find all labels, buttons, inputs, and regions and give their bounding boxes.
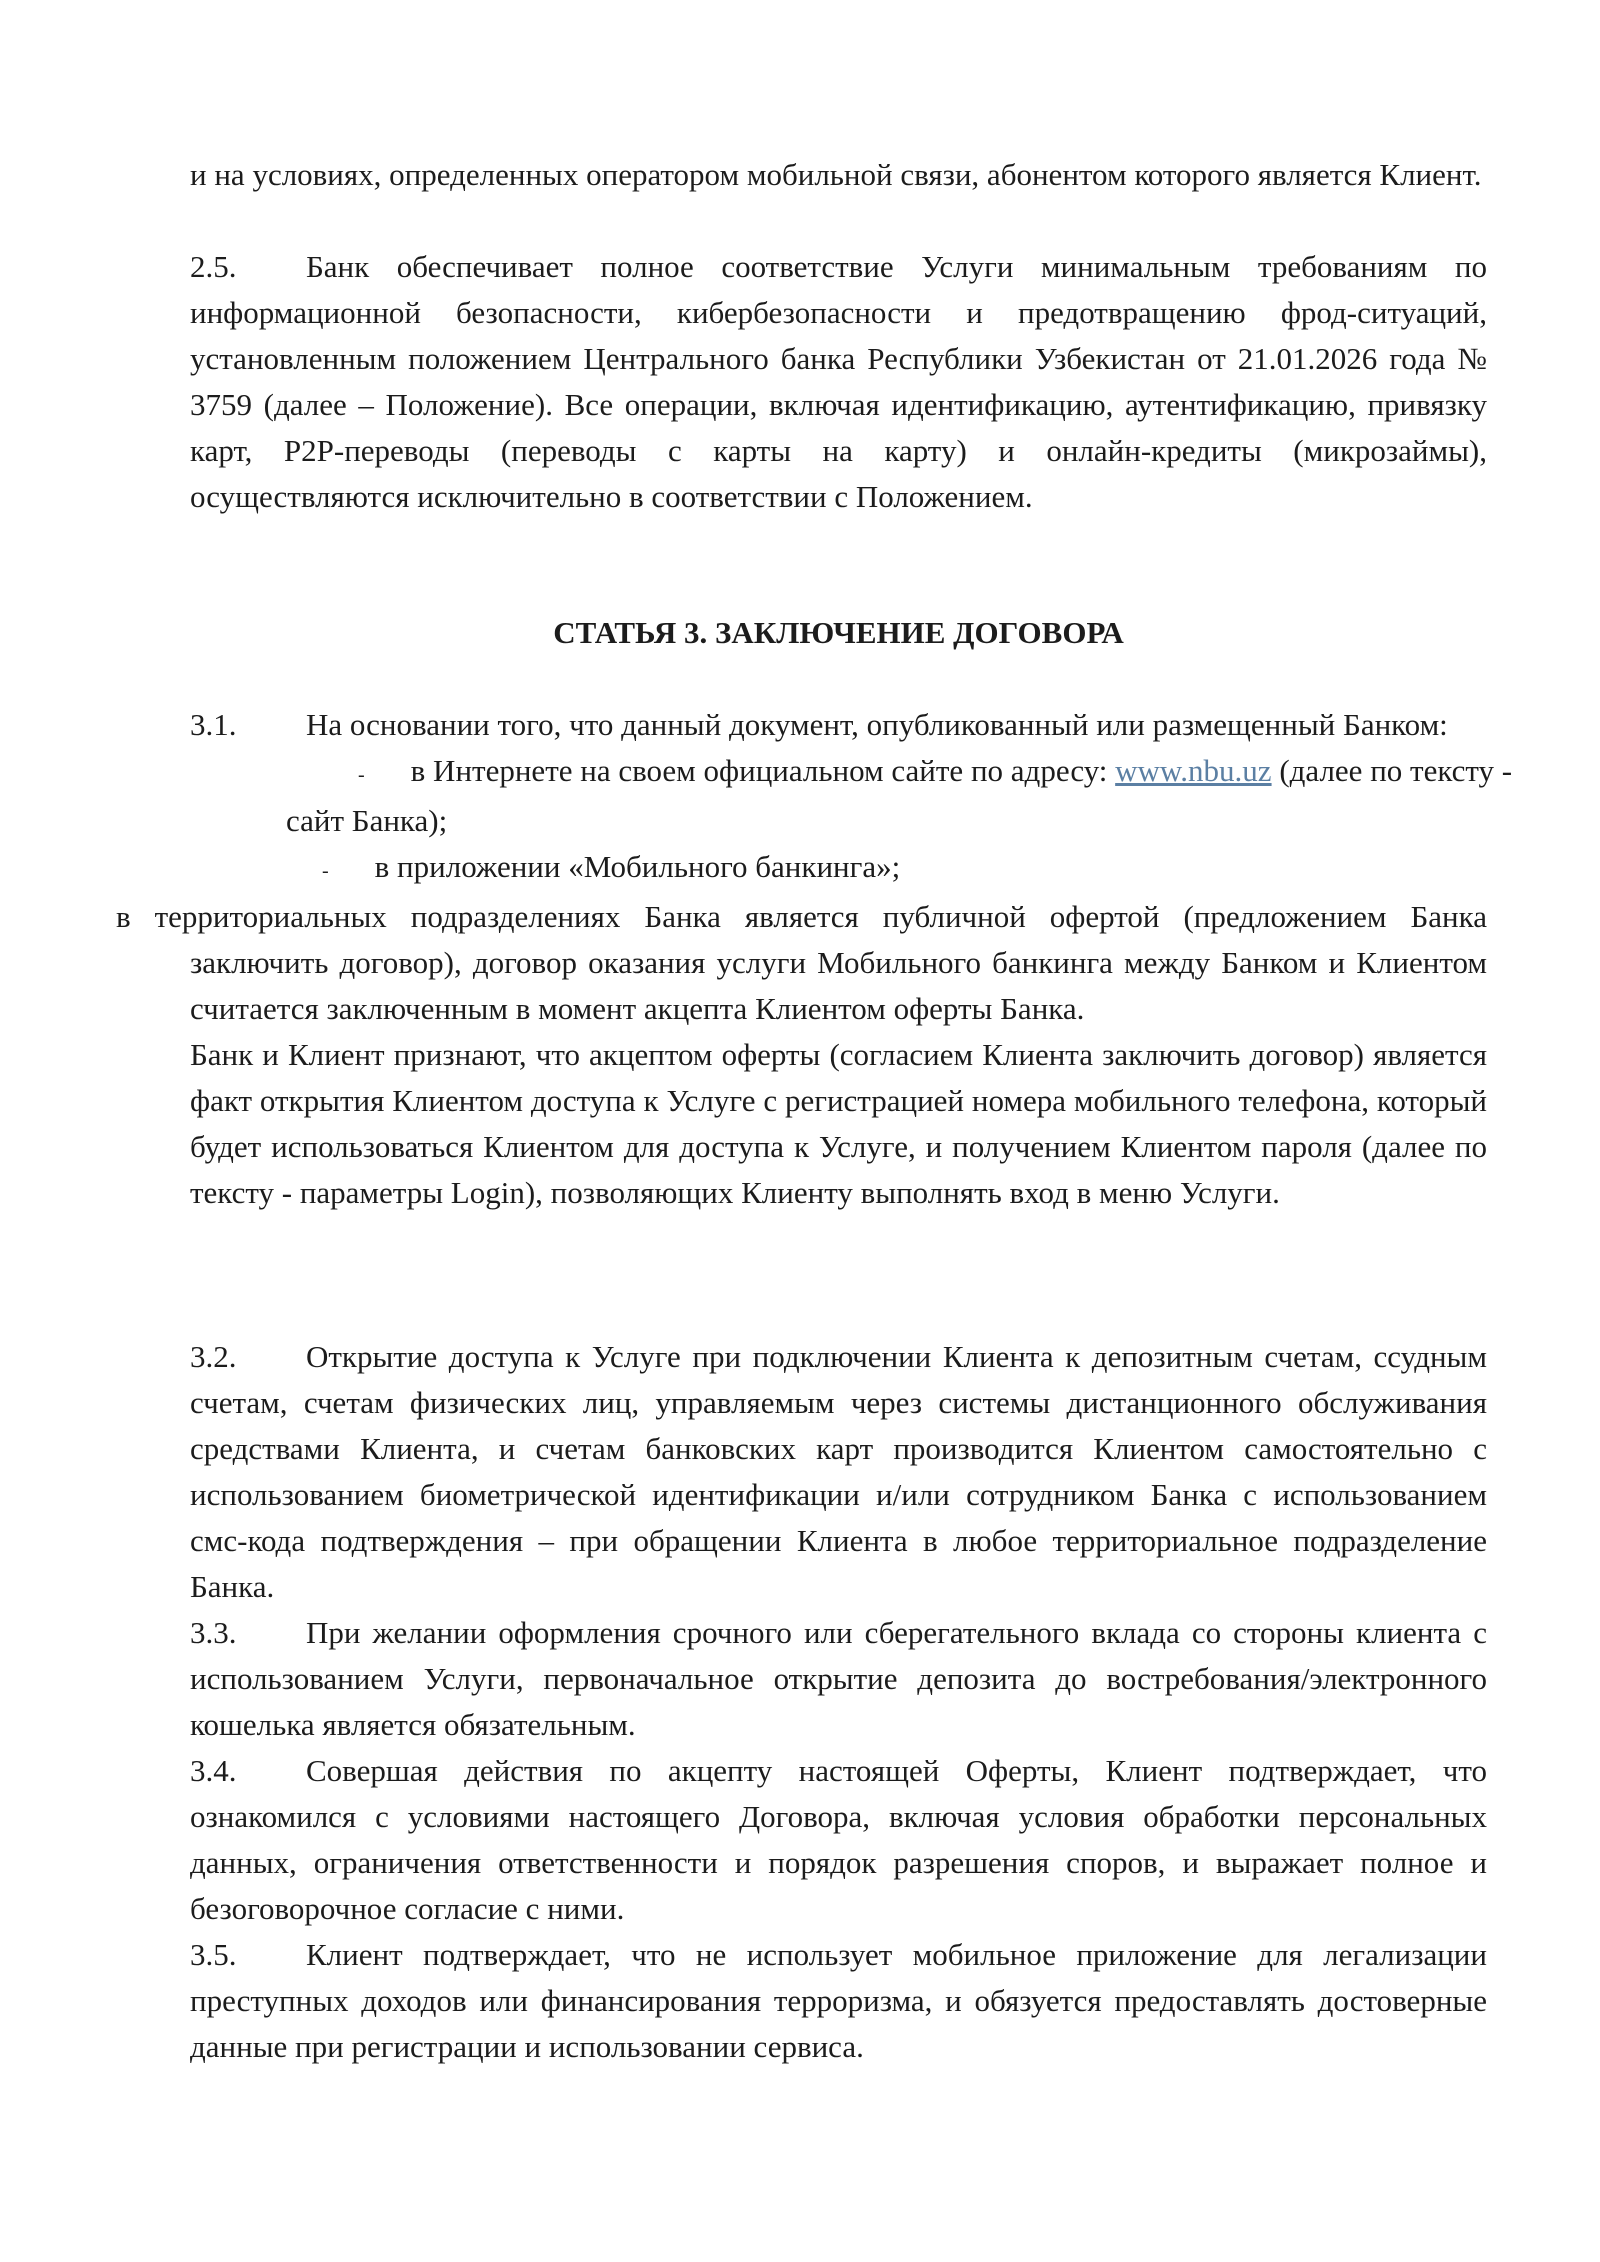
acceptance-paragraph: Банк и Клиент признают, что акцептом оферты (согласием Клиента заключить договор) является факт открытия Клиентом доступа к Услуге с регистрацией номера мобильного телефона, который будет использоваться Клиентом для доступа к Услуге, и получением Клиентом пароля (далее по тексту - параметры Login), позволяющих Клиенту выполнять вход в меню Услуги.: [190, 1037, 1487, 1210]
bullet-text: в приложении «Мобильного банкинга»;: [374, 849, 901, 884]
paragraph-number: 3.3.: [190, 1615, 237, 1650]
paragraph-number: 3.5.: [190, 1937, 237, 1972]
paragraph-text: Совершая действия по акцепту настоящей Оферты, Клиент подтверждает, что ознакомился с условиями настоящего Договора, включая условия обработки персональных данных, ограничения ответственности и порядок разрешения споров, и выражает полное и безоговорочное согласие с ними.: [190, 1753, 1487, 1926]
bullet-item-website: [190, 748, 1517, 844]
bullet-item-mobile-app: [190, 844, 1487, 894]
paragraph-2-4-tail: [190, 152, 1487, 198]
bullet-text: в территориальных подразделениях Банка является публичной офертой (предложением Банка заключить договор), договор оказания услуги Мобильного банкинга между Банком и Клиентом считается заключенным в момент акцепта Клиентом оферты Банка.: [116, 899, 1487, 1026]
paragraph-2-5: [190, 244, 1487, 520]
paragraph-text: Клиент подтверждает, что не использует мобильное приложение для легализации преступных доходов или финансирования терроризма, и обязуется предоставлять достоверные данные при регистрации и использовании сервиса.: [190, 1937, 1487, 2064]
bullet-dash: -: [358, 764, 365, 786]
bullet-item-branches: [116, 894, 1487, 1032]
paragraph-number: 2.5.: [190, 249, 237, 284]
paragraph-number: 3.2.: [190, 1339, 237, 1374]
bullet-dash: [40, 894, 116, 940]
paragraph-text: На основании того, что данный документ, опубликованный или размещенный Банком:: [306, 707, 1448, 742]
bank-website-link[interactable]: www.nbu.uz: [1115, 753, 1272, 788]
paragraph-3-4: [190, 1748, 1487, 1932]
bullet-dash: -: [322, 860, 329, 882]
paragraph-3-3: [190, 1610, 1487, 1748]
paragraph-text: При желании оформления срочного или сберегательного вклада со стороны клиента с использованием Услуги, первоначальное открытие депозита до востребования/электронного кошелька является обязательным.: [190, 1615, 1487, 1742]
paragraph-3-1: [116, 702, 1513, 1216]
paragraph-3-5: [190, 1932, 1487, 2070]
paragraph-number: 3.4.: [190, 1753, 237, 1788]
article-heading: СТАТЬЯ 3. ЗАКЛЮЧЕНИЕ ДОГОВОРА: [553, 615, 1124, 650]
paragraph-3-2: [190, 1334, 1487, 1610]
paragraph-text: Банк обеспечивает полное соответствие Услуги минимальным требованиям по информационной безопасности, кибербезопасности и предотвращению фрод-ситуаций, установленным положением Центрального банка Республики Узбекистан от 21.01.2026 года № 3759 (далее – Положение). Все операции, включая идентификацию, аутентификацию, привязку карт, P2P-переводы (переводы с карты на карту) и онлайн-кредиты (микрозаймы), осуществляются исключительно в соответствии с Положением.: [190, 249, 1487, 514]
paragraph-text: и на условиях, определенных оператором мобильной связи, абонентом которого является Клиент.: [190, 157, 1482, 192]
bullet-text-after: (далее по тексту - сайт Банка);: [286, 753, 1513, 838]
paragraph-text: Открытие доступа к Услуге при подключении Клиента к депозитным счетам, ссудным счетам, счетам физических лиц, управляемым через системы дистанционного обслуживания средствами Клиента, и счетам банковских карт производится Клиентом самостоятельно с использованием биометрической идентификации и/или сотрудником Банка с использованием смс-кода подтверждения – при обращении Клиента в любое территориальное подразделение Банка.: [190, 1339, 1487, 1604]
paragraph-number: 3.1.: [190, 707, 237, 742]
bullet-text: в Интернете на своем официальном сайте по адресу:: [410, 753, 1116, 788]
